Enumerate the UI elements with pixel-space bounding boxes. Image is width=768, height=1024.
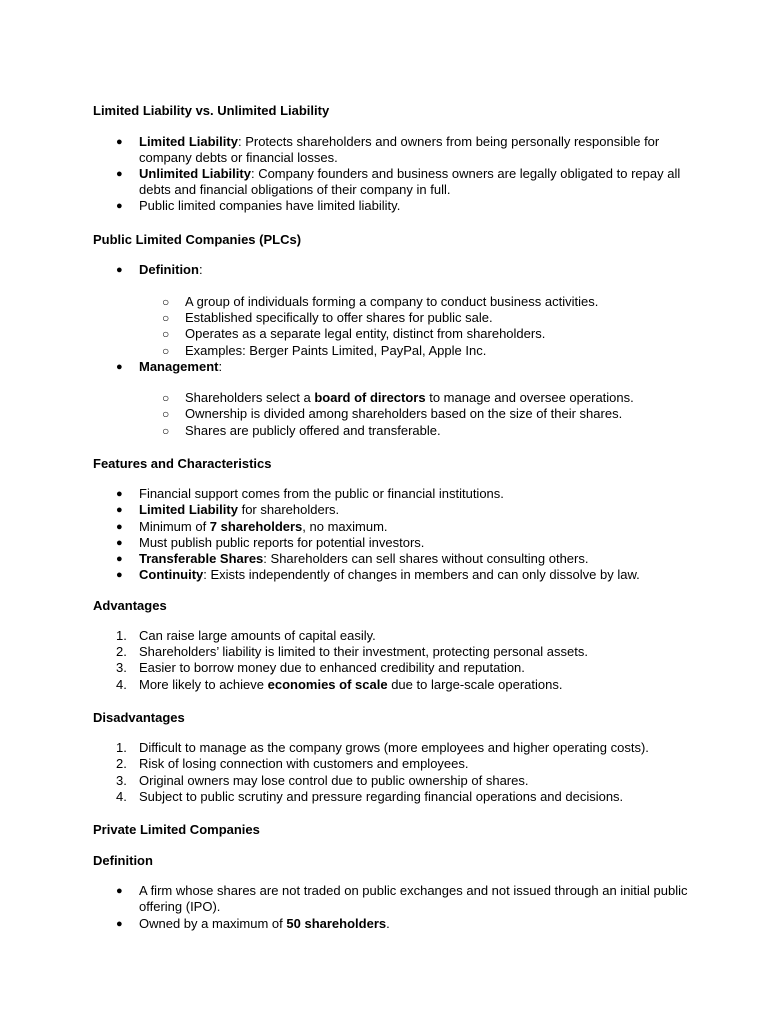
bullet-marker: ● (116, 504, 123, 516)
list-item (139, 567, 699, 583)
text: due to large-scale operations. (387, 677, 563, 692)
text: Minimum of (139, 519, 210, 534)
sub-item: Operates as a separate legal entity, distinct from shareholders. (185, 326, 546, 341)
list-number: 4. (116, 789, 127, 804)
list-item-plc-limited: Public limited companies have limited liability. (139, 198, 401, 213)
term: Limited Liability (139, 502, 238, 517)
list-number: 1. (116, 740, 127, 755)
heading-disadvantages: Disadvantages (93, 710, 185, 725)
list-item: Shareholders’ liability is limited to their investment, protecting personal assets. (139, 644, 588, 659)
list-item: Difficult to manage as the company grows (more employees and higher operating costs). (139, 740, 649, 755)
term: Limited Liability (139, 134, 238, 149)
sub-item: Ownership is divided among shareholders based on the size of their shares. (185, 406, 623, 421)
term: board of directors (314, 390, 426, 405)
list-number: 3. (116, 660, 127, 675)
bullet-marker: ● (116, 264, 123, 276)
text: . (386, 916, 390, 931)
circle-marker: ○ (162, 424, 170, 438)
list-number: 2. (116, 756, 127, 771)
term: economies of scale (267, 677, 388, 692)
sub-item: Examples: Berger Paints Limited, PayPal, Apple Inc. (185, 343, 487, 358)
bullet-marker: ● (116, 361, 123, 373)
bullet-marker: ● (116, 537, 123, 549)
bullet-marker: ● (116, 488, 123, 500)
definition-text: : Protects shareholders and owners from being personally responsible for company debts or financial losses. (139, 134, 660, 165)
circle-marker: ○ (162, 344, 170, 358)
bullet-marker: ● (116, 168, 123, 180)
list-item: Original owners may lose control due to public ownership of shares. (139, 773, 529, 788)
circle-marker: ○ (162, 407, 170, 421)
circle-marker: ○ (162, 311, 170, 325)
list-item-management (139, 359, 699, 375)
text: for shareholders. (237, 502, 340, 517)
list-number: 1. (116, 628, 127, 643)
list-item: Financial support comes from the public or financial institutions. (139, 486, 504, 501)
term: Definition (139, 262, 199, 277)
sub-item: Established specifically to offer shares for public sale. (185, 310, 493, 325)
term: Unlimited Liability (139, 166, 251, 181)
colon: : (198, 262, 203, 277)
list-number: 4. (116, 677, 127, 692)
sub-item: Shares are publicly offered and transferable. (185, 423, 441, 438)
list-item: Subject to public scrutiny and pressure regarding financial operations and decisions. (139, 789, 624, 804)
list-item: A firm whose shares are not traded on public exchanges and not issued through an initial public offering (IPO). (139, 883, 688, 914)
heading-features: Features and Characteristics (93, 456, 272, 471)
bullet-marker: ● (116, 200, 123, 212)
list-item (139, 677, 699, 693)
sub-item: A group of individuals forming a company to conduct business activities. (185, 294, 599, 309)
bullet-marker: ● (116, 569, 123, 581)
term: Transferable Shares (139, 551, 264, 566)
bullet-marker: ● (116, 521, 123, 533)
list-item-definition (139, 262, 699, 278)
text: , no maximum. (302, 519, 388, 534)
heading-definition: Definition (93, 853, 153, 868)
sub-item (185, 390, 685, 406)
list-item: Easier to borrow money due to enhanced credibility and reputation. (139, 660, 525, 675)
list-item: Must publish public reports for potential investors. (139, 535, 425, 550)
term: Continuity (139, 567, 204, 582)
list-number: 3. (116, 773, 127, 788)
list-item-limited-liability (139, 134, 699, 166)
list-item (139, 519, 699, 535)
bullet-marker: ● (116, 885, 123, 897)
list-item: Risk of losing connection with customers and employees. (139, 756, 469, 771)
bullet-marker: ● (116, 136, 123, 148)
text: to manage and oversee operations. (425, 390, 634, 405)
text: Shareholders select a (185, 390, 315, 405)
text: : Shareholders can sell shares without consulting others. (263, 551, 589, 566)
circle-marker: ○ (162, 295, 170, 309)
circle-marker: ○ (162, 327, 170, 341)
bullet-marker: ● (116, 918, 123, 930)
text: Owned by a maximum of (139, 916, 287, 931)
list-item: Can raise large amounts of capital easily. (139, 628, 376, 643)
bullet-marker: ● (116, 553, 123, 565)
list-item-unlimited-liability (139, 166, 699, 198)
heading-limited-vs-unlimited: Limited Liability vs. Unlimited Liability (93, 103, 330, 118)
heading-advantages: Advantages (93, 598, 167, 613)
definition-text: : Company founders and business owners are legally obligated to repay all debts and financial obligations of their company in full. (139, 166, 681, 197)
text: More likely to achieve (139, 677, 268, 692)
colon: : (218, 359, 223, 374)
heading-private-limited: Private Limited Companies (93, 822, 260, 837)
text: : Exists independently of changes in members and can only dissolve by law. (203, 567, 640, 582)
circle-marker: ○ (162, 391, 170, 405)
term: 7 shareholders (209, 519, 303, 534)
list-item (139, 916, 699, 932)
term: Management (139, 359, 219, 374)
list-number: 2. (116, 644, 127, 659)
heading-plcs: Public Limited Companies (PLCs) (93, 232, 302, 247)
term: 50 shareholders (286, 916, 387, 931)
list-item (139, 502, 699, 518)
list-item (139, 551, 699, 567)
